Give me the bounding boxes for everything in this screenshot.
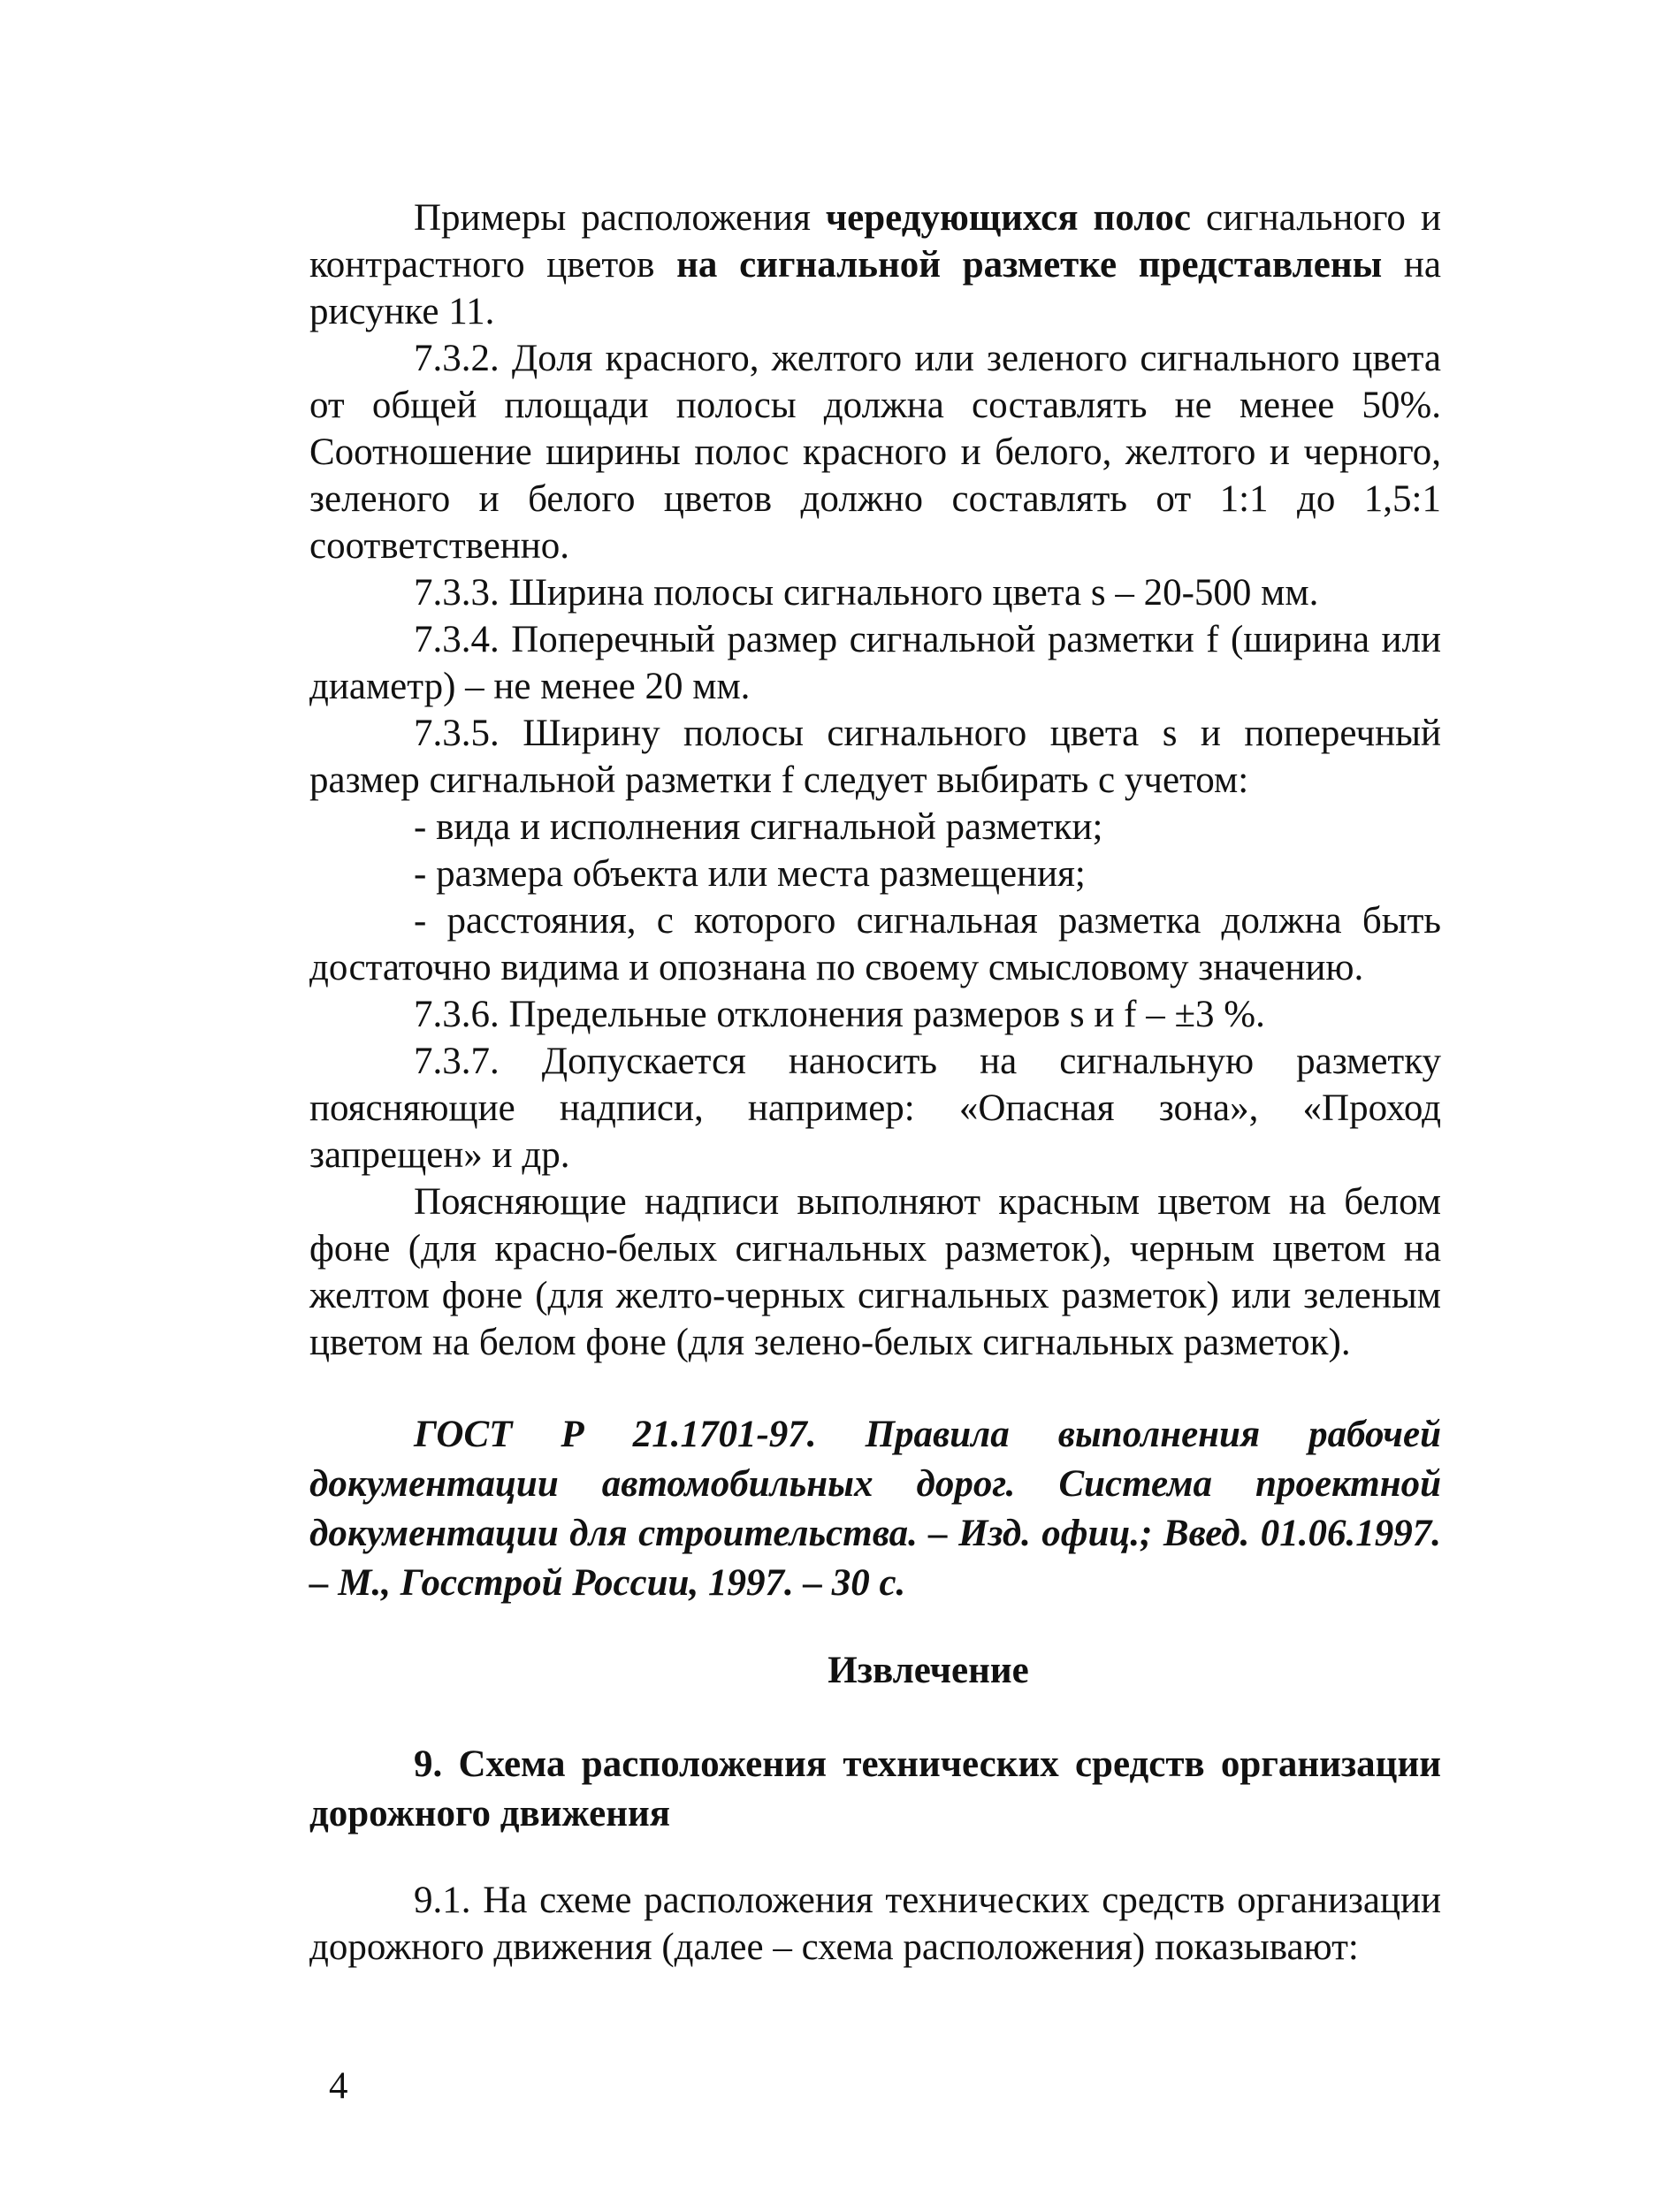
paragraph-7-3-5: 7.3.5. Ширину полосы сигнального цвета s и поперечный размер сигнальной разметки f следует выбирать с учетом:	[309, 713, 1441, 801]
list-item: - расстояния, с которого сигнальная разметка должна быть достаточно видима и опознана по своему смысловому значению.	[309, 900, 1441, 988]
paragraph-7-3-3: 7.3.3. Ширина полосы сигнального цвета s – 20-500 мм.	[414, 572, 1319, 614]
text-run: на рисунке 11.	[309, 244, 1441, 332]
bold-run: чередующихся полос	[825, 197, 1191, 239]
paragraph-explanatory-labels: Поясняющие надписи выполняют красным цветом на белом фоне (для красно-белых сигнальных разметок), черным цветом на желтом фоне (для желто-черных сигнальных разметок) или зеленым цветом на белом фоне (для зелено-белых сигнальных разметок).	[309, 1181, 1441, 1363]
extract-label: Извлечение	[828, 1650, 1029, 1691]
section-title: 9. Схема расположения технических средств организации дорожного движения	[309, 1743, 1441, 1834]
page-number: 4	[329, 2065, 348, 2107]
document-page	[309, 195, 1441, 1971]
paragraph-stripes-intro	[309, 195, 1441, 335]
text-run: Примеры расположения	[414, 197, 826, 239]
paragraph-7-3-7: 7.3.7. Допускается наносить на сигнальную разметку поясняющие надписи, например: «Опасная зона», «Проход запрещен» и др.	[309, 1041, 1441, 1176]
paragraph-9-1: 9.1. На схеме расположения технических средств организации дорожного движения (далее – схема расположения) показывают:	[309, 1880, 1441, 1968]
paragraph-7-3-4: 7.3.4. Поперечный размер сигнальной разметки f (ширина или диаметр) – не менее 20 мм.	[309, 619, 1441, 707]
list-item: - размера объекта или места размещения;	[414, 853, 1086, 895]
paragraph-7-3-6: 7.3.6. Предельные отклонения размеров s и f – ±3 %.	[414, 994, 1265, 1035]
bold-run: на сигнальной разметке представлены	[676, 244, 1383, 286]
list-item: - вида и исполнения сигнальной разметки;	[414, 806, 1103, 848]
text-run: сигнального и контрастного цветов	[309, 197, 1441, 286]
paragraph-7-3-2: 7.3.2. Доля красного, желтого или зеленого сигнального цвета от общей площади полосы должна составлять не менее 50%. Соотношение ширины полос красного и белого, желтого и черного, зеленого и белого цветов должно составлять от 1:1 до 1,5:1 соответственно.	[309, 338, 1441, 567]
source-citation: ГОСТ Р 21.1701-97. Правила выполнения рабочей документации автомобильных дорог. Система проектной документации для строительства. – Изд. офиц.; Введ. 01.06.1997. – М., Госстрой России, 1997. – 30 с.	[309, 1414, 1441, 1604]
